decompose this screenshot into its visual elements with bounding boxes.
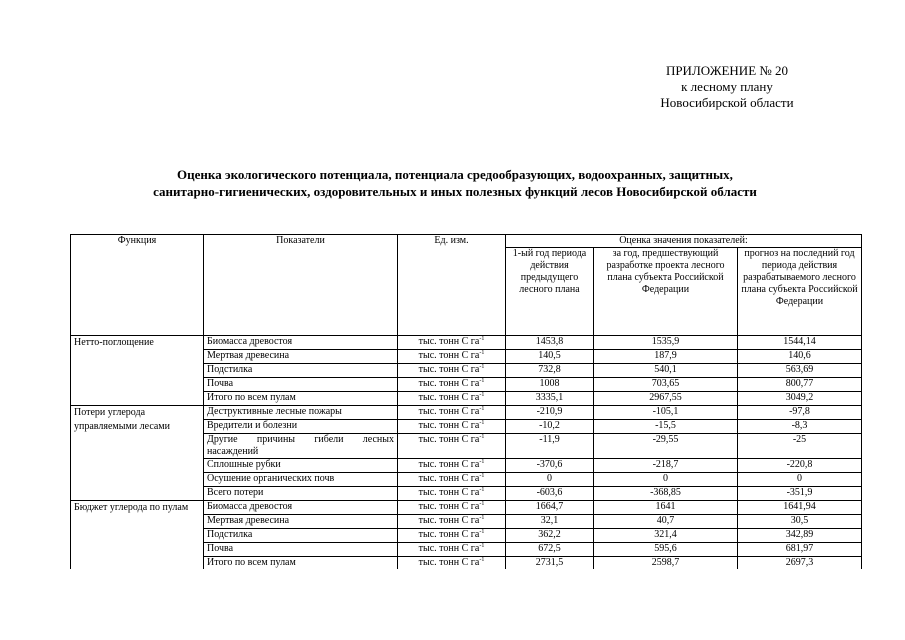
value-cell-3: -97,8 (738, 406, 862, 420)
value-cell-3: 0 (738, 473, 862, 487)
header-col-forecast: прогноз на последний год периода действия разрабатываемого лесного плана субъекта Российской Федерации (738, 248, 862, 336)
unit-superscript: -1 (479, 501, 485, 507)
unit-superscript: -1 (479, 473, 485, 479)
value-cell-1: 1008 (506, 378, 594, 392)
value-cell-3: 681,97 (738, 543, 862, 557)
value-cell-3: 563,69 (738, 364, 862, 378)
appendix-number: ПРИЛОЖЕНИЕ № 20 (665, 63, 789, 78)
unit-cell (398, 378, 506, 392)
value-cell-2: 1641 (594, 501, 738, 515)
value-cell-3: -25 (738, 434, 862, 459)
unit-text: тыс. тонн С га (418, 350, 480, 361)
unit-text: тыс. тонн С га (418, 459, 480, 470)
value-cell-3: -220,8 (738, 459, 862, 473)
value-cell-3: 1641,94 (738, 501, 862, 515)
unit-superscript: -1 (479, 434, 485, 440)
unit-superscript: -1 (479, 378, 485, 384)
unit-superscript: -1 (479, 420, 485, 426)
value-cell-3: 1544,14 (738, 336, 862, 350)
indicator-cell: Мертвая древесина (204, 350, 398, 364)
unit-text: тыс. тонн С га (418, 515, 480, 526)
value-cell-2: 595,6 (594, 543, 738, 557)
unit-superscript: -1 (479, 392, 485, 398)
unit-cell (398, 406, 506, 420)
value-cell-2: 2598,7 (594, 557, 738, 571)
unit-cell (398, 336, 506, 350)
unit-text: тыс. тонн С га (418, 434, 480, 445)
title-line-1: Оценка экологического потенциала, потенциала средообразующих, водоохранных, защитных, (177, 167, 733, 182)
unit-text: тыс. тонн С га (418, 406, 480, 417)
unit-cell (398, 434, 506, 459)
value-cell-3: 30,5 (738, 515, 862, 529)
indicator-cell: Биомасса древостоя (204, 336, 398, 350)
unit-cell (398, 515, 506, 529)
table-row (71, 336, 862, 350)
appendix-header (627, 63, 827, 111)
unit-text: тыс. тонн С га (418, 557, 480, 568)
table-row (71, 501, 862, 515)
value-cell-1: -11,9 (506, 434, 594, 459)
value-cell-1: 2731,5 (506, 557, 594, 571)
indicator-cell: Итого по всем пулам (204, 392, 398, 406)
value-cell-2: -218,7 (594, 459, 738, 473)
unit-text: тыс. тонн С га (418, 336, 480, 347)
value-cell-1: 0 (506, 473, 594, 487)
evaluation-table (70, 234, 862, 571)
header-evaluation: Оценка значения показателей: (506, 235, 862, 248)
document-title (60, 166, 850, 200)
value-cell-1: 362,2 (506, 529, 594, 543)
value-cell-1: -370,6 (506, 459, 594, 473)
value-cell-3: 3049,2 (738, 392, 862, 406)
unit-superscript: -1 (479, 487, 485, 493)
unit-cell (398, 529, 506, 543)
unit-text: тыс. тонн С га (418, 392, 480, 403)
value-cell-1: 1453,8 (506, 336, 594, 350)
unit-cell (398, 459, 506, 473)
indicator-cell: Деструктивные лесные пожары (204, 406, 398, 420)
value-cell-2: 40,7 (594, 515, 738, 529)
header-unit: Ед. изм. (398, 235, 506, 336)
unit-superscript: -1 (479, 543, 485, 549)
value-cell-1: -603,6 (506, 487, 594, 501)
indicator-cell: Осушение органических почв (204, 473, 398, 487)
value-cell-3: 140,6 (738, 350, 862, 364)
value-cell-2: -368,85 (594, 487, 738, 501)
value-cell-1: -210,9 (506, 406, 594, 420)
indicator-cell: Другие причины гибели лесных насаждений (204, 434, 398, 459)
indicator-cell: Сплошные рубки (204, 459, 398, 473)
unit-superscript: -1 (479, 406, 485, 412)
value-cell-1: 1664,7 (506, 501, 594, 515)
unit-cell (398, 543, 506, 557)
function-cell: Нетто-поглощение (71, 336, 204, 406)
unit-superscript: -1 (479, 364, 485, 370)
value-cell-2: 540,1 (594, 364, 738, 378)
unit-cell (398, 501, 506, 515)
value-cell-1: 32,1 (506, 515, 594, 529)
unit-superscript: -1 (479, 529, 485, 535)
unit-cell (398, 420, 506, 434)
value-cell-2: -105,1 (594, 406, 738, 420)
function-cell: Бюджет углерода по пулам (71, 501, 204, 571)
indicator-cell: Вредители и болезни (204, 420, 398, 434)
indicator-cell: Подстилка (204, 364, 398, 378)
unit-cell (398, 364, 506, 378)
value-cell-2: -29,55 (594, 434, 738, 459)
value-cell-3: 800,77 (738, 378, 862, 392)
value-cell-1: 3335,1 (506, 392, 594, 406)
indicator-cell: Биомасса древостоя (204, 501, 398, 515)
unit-text: тыс. тонн С га (418, 543, 480, 554)
indicator-cell: Подстилка (204, 529, 398, 543)
indicator-cell: Почва (204, 543, 398, 557)
unit-cell (398, 392, 506, 406)
table-row (71, 406, 862, 420)
unit-text: тыс. тонн С га (418, 364, 480, 375)
value-cell-1: 732,8 (506, 364, 594, 378)
value-cell-1: -10,2 (506, 420, 594, 434)
page-bottom-margin (0, 569, 905, 640)
indicator-cell: Итого по всем пулам (204, 557, 398, 571)
unit-superscript: -1 (479, 336, 485, 342)
unit-superscript: -1 (479, 557, 485, 563)
unit-superscript: -1 (479, 459, 485, 465)
table-header (71, 235, 862, 336)
unit-cell (398, 473, 506, 487)
value-cell-3: 342,89 (738, 529, 862, 543)
header-col-first-year: 1-ый год периода действия предыдущего лесного плана (506, 248, 594, 336)
header-col-prev-year: за год, предшествующий разработке проекта лесного плана субъекта Российской Федерации (594, 248, 738, 336)
header-indicators: Показатели (204, 235, 398, 336)
appendix-region: Новосибирской области (660, 95, 794, 110)
indicator-cell: Мертвая древесина (204, 515, 398, 529)
value-cell-2: 321,4 (594, 529, 738, 543)
unit-text: тыс. тонн С га (418, 529, 480, 540)
table-body (71, 336, 862, 571)
value-cell-3: -351,9 (738, 487, 862, 501)
indicator-cell: Почва (204, 378, 398, 392)
value-cell-2: 2967,55 (594, 392, 738, 406)
title-line-2: санитарно-гигиенических, оздоровительных и иных полезных функций лесов Новосибирской области (153, 184, 757, 199)
value-cell-2: 703,65 (594, 378, 738, 392)
indicator-cell: Всего потери (204, 487, 398, 501)
value-cell-3: -8,3 (738, 420, 862, 434)
unit-superscript: -1 (479, 515, 485, 521)
unit-text: тыс. тонн С га (418, 487, 480, 498)
header-function: Функция (71, 235, 204, 336)
value-cell-2: 187,9 (594, 350, 738, 364)
value-cell-1: 140,5 (506, 350, 594, 364)
unit-text: тыс. тонн С га (418, 501, 480, 512)
value-cell-2: -15,5 (594, 420, 738, 434)
value-cell-2: 0 (594, 473, 738, 487)
unit-cell (398, 487, 506, 501)
unit-superscript: -1 (479, 350, 485, 356)
value-cell-2: 1535,9 (594, 336, 738, 350)
unit-text: тыс. тонн С га (418, 420, 480, 431)
unit-cell (398, 350, 506, 364)
appendix-ref: к лесному плану (681, 79, 773, 94)
value-cell-3: 2697,3 (738, 557, 862, 571)
unit-text: тыс. тонн С га (418, 378, 480, 389)
function-cell: Потери углерода управляемыми лесами (71, 406, 204, 501)
unit-text: тыс. тонн С га (418, 473, 480, 484)
value-cell-1: 672,5 (506, 543, 594, 557)
